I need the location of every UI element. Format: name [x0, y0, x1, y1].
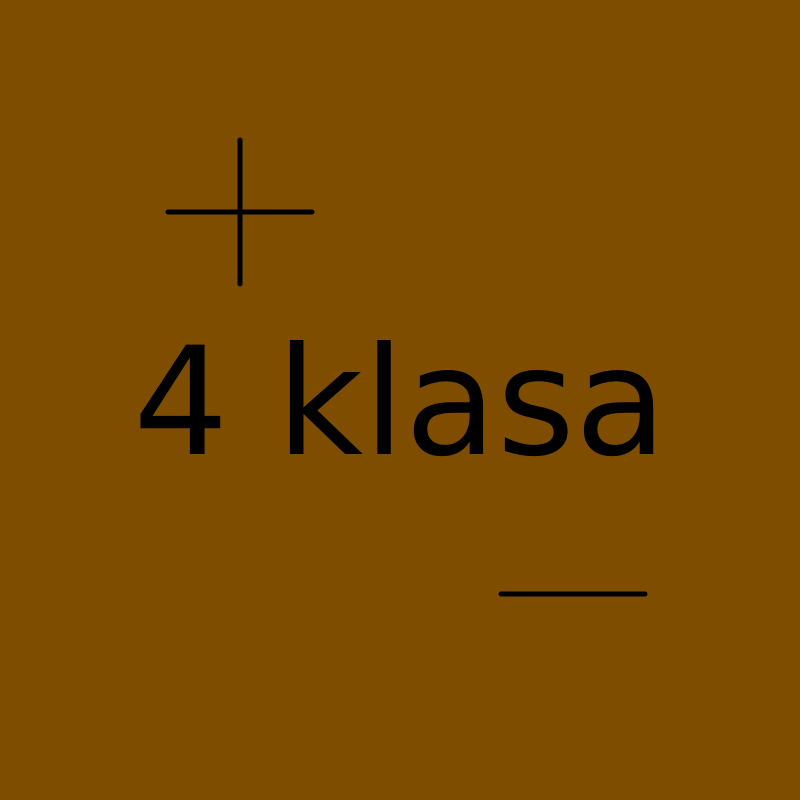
- class-title: 4 klasa: [133, 316, 667, 490]
